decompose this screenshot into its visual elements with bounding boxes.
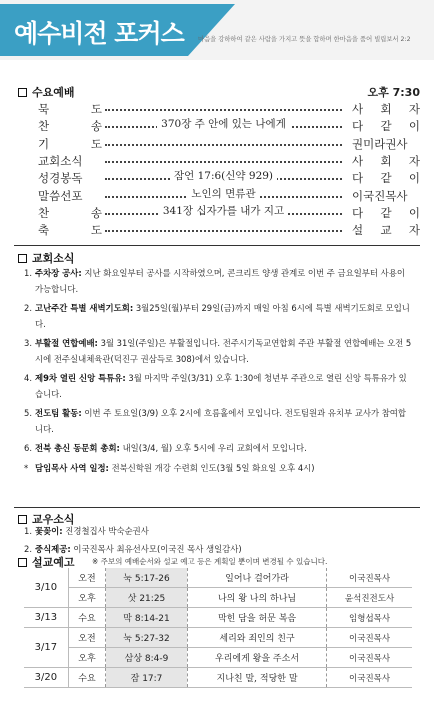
leader-char: 이 — [408, 205, 420, 220]
worship-item-detail-text: 341장 십자가를 내가 지고 — [159, 205, 288, 217]
list-item — [24, 301, 412, 332]
item-number: 4. — [24, 373, 32, 383]
label-char: 말씀선포 — [38, 188, 83, 203]
label-char: 도 — [90, 223, 102, 238]
item-text: 3월 31일(주일)은 부활절입니다. 전주시기독교연합회 주관 부활절 연합예배는 오전 5시에 전주실내체육관(덕진구 권삼득로 308)에서 있습니다. — [35, 338, 412, 364]
item-body — [35, 441, 307, 457]
label-char: 도 — [90, 102, 102, 116]
divider — [14, 507, 420, 508]
worship-row — [0, 118, 434, 136]
square-bullet-icon — [18, 88, 27, 97]
label-char: 교회소식 — [38, 153, 83, 168]
sermon-date: 3/13 — [24, 608, 68, 628]
table-row — [24, 588, 412, 608]
worship-row — [0, 205, 434, 223]
item-body — [35, 461, 315, 477]
list-item — [24, 441, 412, 457]
members-list — [24, 524, 412, 560]
scripture-reading: 막 8:14-21 — [106, 608, 188, 628]
leader-char: 회 — [380, 102, 392, 116]
item-number: 2. — [24, 544, 32, 554]
leader-char: 사 — [352, 102, 364, 116]
worship-item-label — [38, 153, 102, 169]
service-time: 오전 — [68, 628, 105, 648]
item-text: 지난 화요일부터 공사를 시작하였으며, 콘크리트 양생 관계로 이번 주 금요일부터 사용이 가능합니다. — [35, 268, 405, 294]
worship-row — [0, 136, 434, 154]
leader-char: 자 — [408, 102, 420, 116]
item-title: 전북 총신 동문회 총회: — [35, 443, 120, 453]
leader-char: 사 — [352, 153, 364, 168]
worship-item-label — [38, 101, 102, 117]
list-item — [24, 406, 412, 437]
sermon-title: 나의 왕 나의 하나님 — [187, 588, 326, 608]
table-row — [24, 608, 412, 628]
list-item — [24, 524, 412, 538]
preacher: 이국진목사 — [327, 628, 412, 648]
worship-item-detail-text: 노인의 면류관 — [187, 188, 259, 200]
leader-char: 다 — [352, 205, 364, 220]
scripture-reading: 잠 17:7 — [106, 668, 188, 688]
header-banner — [0, 0, 434, 60]
table-row — [24, 648, 412, 668]
dotted-leader — [105, 109, 342, 111]
item-title: 고난주간 특별 새벽기도회: — [35, 303, 134, 313]
item-number: 2. — [24, 303, 32, 313]
leader-char: 설 — [352, 223, 364, 238]
item-number: 6. — [24, 443, 32, 453]
banner-motto: 마음을 강하하여 같은 사람을 가지고 뜻을 합하며 한마음을 품어 빌립보서 2:2 — [198, 36, 411, 43]
item-text: 3월 마지막 주일(3/31) 오후 1:30에 청년부 주관으로 열린 신앙 특튜유가 있습니다. — [35, 373, 407, 399]
preacher: 이국진목사 — [327, 668, 412, 688]
leader-char: 이 — [408, 171, 420, 186]
item-body — [35, 266, 412, 297]
worship-item-label — [38, 136, 102, 152]
item-title: 제9차 열린 신앙 특튜유: — [35, 373, 126, 383]
worship-item-leader — [352, 170, 420, 186]
square-bullet-icon — [18, 515, 27, 524]
list-item — [24, 266, 412, 297]
leader-char: 회 — [380, 153, 392, 168]
worship-time: 오후 7:30 — [367, 86, 420, 99]
item-number: 3. — [24, 338, 32, 348]
sermon-date: 3/10 — [24, 568, 68, 608]
worship-item-leader — [352, 118, 420, 134]
preacher: 윤석진전도사 — [327, 588, 412, 608]
label-char: 찬 — [38, 205, 50, 220]
sermon-title: 막힌 담을 허문 복음 — [187, 608, 326, 628]
service-time: 수요 — [68, 608, 105, 628]
item-title: 중식제공: — [35, 544, 71, 554]
table-row — [24, 628, 412, 648]
scripture-reading: 삿 21:25 — [106, 588, 188, 608]
square-bullet-icon — [18, 558, 27, 567]
service-time: 오전 — [68, 568, 105, 588]
list-item — [24, 542, 412, 556]
item-body — [35, 524, 149, 538]
item-text: 진경철집사 박숙순권사 — [62, 526, 149, 536]
label-char: 도 — [90, 136, 102, 151]
worship-item-detail-text: 370장 주 안에 있는 나에게 — [157, 118, 290, 130]
preacher: 임형섭목사 — [327, 608, 412, 628]
leader-char: 자 — [408, 223, 420, 238]
leader-char: 같 — [380, 119, 392, 134]
leader-char: 같 — [380, 171, 392, 186]
item-number: 5. — [24, 408, 32, 418]
worship-item-leader — [352, 205, 420, 221]
item-body — [35, 406, 412, 437]
service-time: 수요 — [68, 668, 105, 688]
sermon-title: 지나친 말, 적당한 말 — [187, 668, 326, 688]
sermon-title: 세리와 죄인의 친구 — [187, 628, 326, 648]
worship-item-leader — [352, 222, 420, 238]
news-heading: 교회소식 — [18, 250, 75, 266]
worship-item-detail — [105, 116, 342, 131]
service-time: 오후 — [68, 648, 105, 668]
worship-item-leader — [352, 101, 420, 117]
worship-item-leader — [352, 153, 420, 169]
square-bullet-icon — [18, 254, 27, 263]
sermon-title: 일어나 걸어가라 — [187, 568, 326, 588]
leader-char: 다 — [352, 171, 364, 186]
list-item — [24, 336, 412, 367]
bulletin-title: 예수비전 포커스 — [14, 19, 184, 48]
label-char: 송 — [90, 119, 102, 134]
label-char: 송 — [90, 205, 102, 220]
dotted-leader — [105, 144, 342, 146]
preacher: 이국진목사 — [327, 648, 412, 668]
sermon-date: 3/17 — [24, 628, 68, 668]
scripture-reading: 눅 5:27-32 — [106, 628, 188, 648]
label-char: 성경봉독 — [38, 171, 83, 186]
label-char: 찬 — [38, 119, 50, 134]
leader-char: 교 — [380, 223, 392, 238]
worship-item-detail — [105, 168, 342, 183]
leader-char: 같 — [380, 205, 392, 220]
sermon-schedule-table — [24, 568, 412, 688]
scripture-reading: 삼상 8:4-9 — [106, 648, 188, 668]
preacher: 이국진목사 — [327, 568, 412, 588]
item-title: 부활절 연합예배: — [35, 338, 98, 348]
item-number: * — [24, 462, 29, 473]
worship-item-detail — [105, 203, 342, 218]
worship-item-leader — [352, 188, 420, 204]
leader-char: 이 — [408, 119, 420, 134]
leader-char: 자 — [408, 153, 420, 168]
worship-item-label — [38, 188, 102, 204]
table-row — [24, 668, 412, 688]
item-body — [35, 371, 412, 402]
label-char: 축 — [38, 223, 50, 238]
list-item — [24, 371, 412, 402]
news-list — [24, 266, 412, 480]
label-char: 묵 — [38, 102, 50, 116]
leader-char: 권미라권사 — [352, 136, 408, 151]
sermon-heading: 설교예고 — [18, 554, 75, 570]
item-title: 꽃꽂이: — [35, 526, 63, 536]
worship-row — [0, 222, 434, 240]
scripture-reading: 눅 5:17-26 — [106, 568, 188, 588]
item-number: 1. — [24, 526, 32, 536]
members-heading: 교우소식 — [18, 511, 75, 527]
item-number: 1. — [24, 268, 32, 278]
leader-char: 이국진목사 — [352, 188, 408, 203]
worship-item-detail — [105, 186, 342, 201]
worship-item-label — [38, 205, 102, 221]
sermon-date: 3/20 — [24, 668, 68, 688]
service-time: 오후 — [68, 588, 105, 608]
worship-item-detail-text: 잠언 17:6(신약 929) — [170, 170, 277, 182]
worship-item-label — [38, 170, 102, 186]
worship-item-label — [38, 118, 102, 134]
item-text: 이번 주 토요일(3/9) 오후 2시에 흐름홀에서 모입니다. 전도팀원과 유치부 교사가 참여합니다. — [35, 408, 406, 434]
item-text: 전북신학원 개강 수련회 인도(3월 5일 화요일 오후 4시) — [108, 462, 315, 473]
worship-item-label — [38, 222, 102, 238]
label-char: 기 — [38, 136, 50, 151]
sermon-note: ※ 주보의 예배순서와 설교 예고 등은 계획일 뿐이며 변경될 수 있습니다. — [92, 557, 328, 566]
dotted-leader — [105, 230, 342, 232]
list-item — [24, 461, 412, 477]
dotted-leader — [105, 161, 342, 163]
worship-heading: 수요예배 — [18, 84, 75, 100]
item-title: 전도팀 활동: — [35, 408, 82, 418]
item-text: 3월25일(월)부터 29일(금)까지 매일 아침 6시에 특별 새벽기도회로 모입니다. — [35, 303, 410, 329]
item-title: 주차장 공사: — [35, 268, 82, 278]
item-body — [35, 336, 412, 367]
divider — [14, 245, 420, 246]
leader-char: 다 — [352, 119, 364, 134]
worship-item-leader — [352, 136, 420, 152]
item-text: 내일(3/4, 월) 오후 5시에 우리 교회에서 모입니다. — [119, 443, 307, 453]
sermon-title: 우리에게 왕을 주소서 — [187, 648, 326, 668]
item-title: 담임목사 사역 일정: — [35, 462, 109, 473]
item-body — [35, 301, 412, 332]
item-text: 이국진목사 최유선사모(이국진 목사 생일감사) — [70, 544, 242, 554]
table-row — [24, 568, 412, 588]
